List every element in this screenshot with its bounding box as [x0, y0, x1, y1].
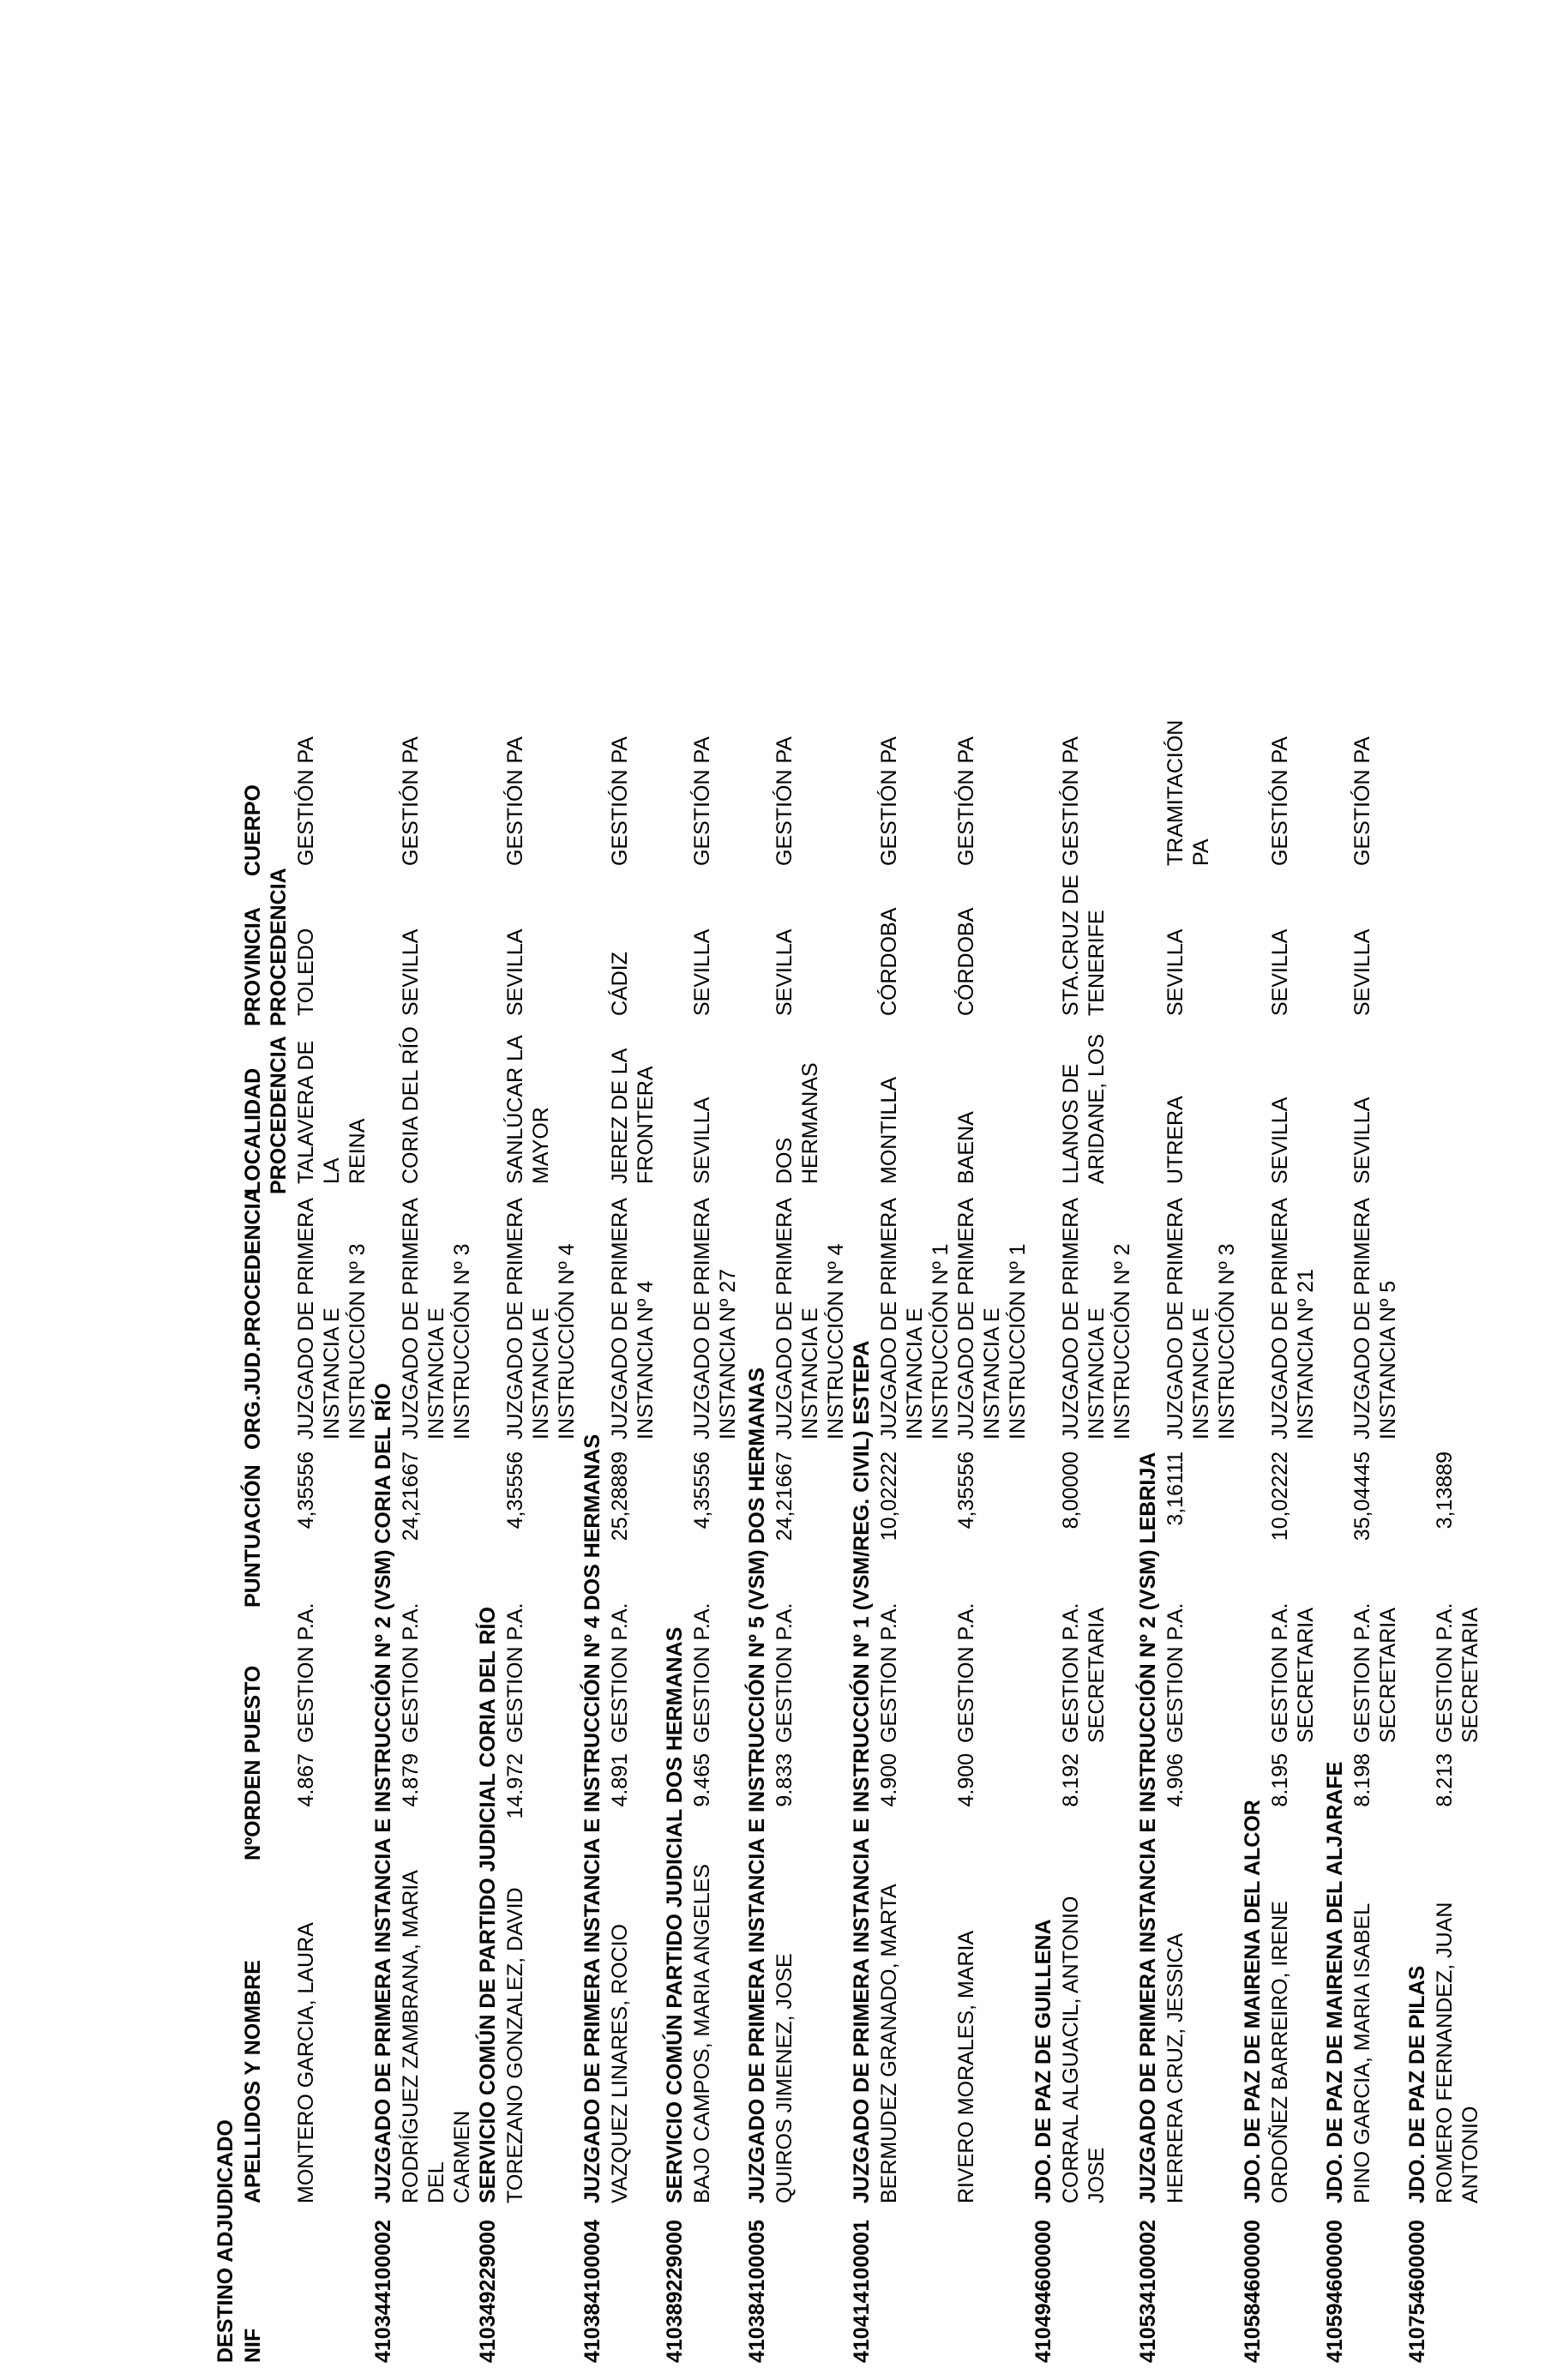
table-row — [502, 14, 580, 2363]
row-org: JUZGADO DE PRIMERA INSTANCIA Nº 4 — [608, 1198, 658, 1439]
row-localidad: CORIA DEL RÍO — [399, 1026, 423, 1184]
row-nombre: PINO GARCIA, MARIA ISABEL — [1350, 1902, 1374, 2203]
row-provincia: STA.CRUZ DE TENERIFE — [1059, 874, 1109, 1016]
section-name: JUZGADO DE PRIMERA INSTANCIA E INSTRUCCIÓN Nº 5 (VSM) DOS HERMANAS — [745, 1367, 769, 2203]
section-code: 410754600000 — [1405, 2220, 1429, 2363]
table-row — [293, 14, 370, 2363]
row-org: JUZGADO DE PRIMERA INSTANCIA E INSTRUCCIÓN Nº 3 — [1163, 1198, 1239, 1439]
row-nombre: TOREZANO GONZALEZ, DAVID — [503, 1887, 527, 2203]
row-cuerpo: GESTIÓN PA — [690, 736, 714, 866]
row-org: JUZGADO DE PRIMERA INSTANCIA E INSTRUCCIÓN Nº 2 — [1059, 1198, 1134, 1439]
row-orden: 4.891 — [608, 1753, 632, 1807]
row-org: JUZGADO DE PRIMERA INSTANCIA E INSTRUCCIÓN Nº 4 — [503, 1198, 579, 1439]
table-row — [876, 14, 953, 2363]
row-puntuacion: 24,21667 — [772, 1451, 797, 1542]
row-provincia: SEVILLA — [690, 929, 714, 1016]
section-name: JDO. DE PAZ DE PILAS — [1405, 1965, 1429, 2203]
row-orden: 9.465 — [690, 1753, 714, 1807]
row-nombre: RODRÍGUEZ ZAMBRANA, MARIA DEL CARMEN — [399, 1871, 474, 2203]
section-code: 410384100005 — [745, 2220, 769, 2363]
row-puesto: GESTION P.A. — [1163, 1602, 1187, 1743]
table-row — [772, 14, 849, 2363]
row-orden: 4.900 — [877, 1753, 901, 1807]
row-cuerpo: GESTIÓN PA — [1268, 736, 1292, 866]
section-name: SERVICIO COMÚN PARTIDO JUDICIAL DOS HERMANAS — [663, 1626, 687, 2203]
row-puntuacion: 4,35556 — [690, 1451, 714, 1530]
row-orden: 14.972 — [503, 1753, 527, 1819]
table-row — [953, 14, 1031, 2363]
row-provincia: SEVILLA — [772, 929, 797, 1016]
section-heading — [475, 14, 502, 2363]
row-puesto: GESTION P.A. — [294, 1602, 318, 1743]
row-puntuacion: 8,00000 — [1059, 1451, 1083, 1530]
table-row — [689, 14, 744, 2363]
row-puesto: GESTION P.A. SECRETARIA — [1268, 1602, 1318, 1743]
row-org: JUZGADO DE PRIMERA INSTANCIA Nº 21 — [1268, 1198, 1318, 1439]
section-code: 410414100001 — [850, 2220, 874, 2363]
table-row — [1058, 14, 1135, 2363]
row-provincia: CÁDIZ — [608, 952, 632, 1016]
header-localidad: LOCALIDAD PROCEDENCIA — [241, 1036, 291, 1194]
section-heading — [1031, 14, 1058, 2363]
row-puntuacion: 3,16111 — [1163, 1451, 1187, 1526]
table-row — [1267, 14, 1322, 2363]
table-header — [240, 14, 293, 2363]
section-code: 410384100004 — [580, 2220, 604, 2363]
row-puesto: GESTION P.A. — [877, 1602, 901, 1743]
row-provincia: SEVILLA — [399, 929, 423, 1016]
section-code: 410389229000 — [663, 2220, 687, 2363]
row-puesto: GESTION P.A. — [690, 1602, 714, 1743]
row-orden: 8.213 — [1433, 1753, 1457, 1807]
row-provincia: SEVILLA — [1350, 929, 1374, 1016]
sections-container — [370, 14, 1487, 2363]
section-name: JUZGADO DE PRIMERA INSTANCIA E INSTRUCCIÓN Nº 2 (VSM) LEBRIJA — [1136, 1451, 1160, 2203]
header-provincia: PROVINCIA PROCEDENCIA — [241, 868, 291, 1026]
row-nombre: ROMERO FERNANDEZ, JUAN ANTONIO — [1433, 1902, 1482, 2203]
row-cuerpo: GESTIÓN PA — [503, 736, 527, 866]
row-localidad: BAENA — [954, 1111, 978, 1184]
row-org: JUZGADO DE PRIMERA INSTANCIA E INSTRUCCIÓN Nº 4 — [772, 1198, 848, 1439]
row-nombre: RIVERO MORALES, MARIA — [954, 1930, 978, 2203]
section-heading — [1322, 14, 1350, 2363]
section-heading — [1404, 14, 1432, 2363]
destino-adjudicado-label: DESTINO ADJUDICADO — [213, 2119, 237, 2363]
row-nombre: MONTERO GARCIA, LAURA — [294, 1922, 318, 2203]
row-localidad: MONTILLA — [877, 1076, 901, 1184]
table-row — [1163, 14, 1240, 2363]
table-row — [398, 14, 475, 2363]
section-name: JDO. DE PAZ DE MAIRENA DEL ALCOR — [1241, 1800, 1265, 2203]
row-orden: 4.900 — [954, 1753, 978, 1807]
section-heading — [1240, 14, 1267, 2363]
row-puntuacion: 10,02222 — [1268, 1451, 1292, 1542]
row-orden: 8.198 — [1350, 1753, 1374, 1807]
row-puntuacion: 4,35556 — [954, 1451, 978, 1530]
section-code: 410534100002 — [1136, 2220, 1160, 2363]
row-cuerpo: TRAMITACIÓN PA — [1163, 719, 1213, 866]
row-org: JUZGADO DE PRIMERA INSTANCIA E INSTRUCCIÓN Nº 3 — [399, 1198, 474, 1439]
row-org: JUZGADO DE PRIMERA INSTANCIA Nº 27 — [690, 1198, 740, 1439]
row-org: JUZGADO DE PRIMERA INSTANCIA Nº 5 — [1350, 1198, 1400, 1439]
header-cuerpo: CUERPO — [241, 784, 265, 876]
section-heading — [662, 14, 689, 2363]
header-nif: NIF — [241, 2328, 265, 2363]
row-nombre: HERRERA CRUZ, JESSICA — [1163, 1932, 1187, 2203]
header-puntuacion: PUNTUACIÓN — [241, 1464, 265, 1608]
row-puesto: GESTION P.A. — [399, 1602, 423, 1743]
row-orden: 9.833 — [772, 1753, 797, 1807]
row-cuerpo: GESTIÓN PA — [954, 736, 978, 866]
section-heading — [744, 14, 772, 2363]
row-puesto: GESTION P.A. SECRETARIA — [1350, 1602, 1400, 1743]
row-cuerpo: GESTIÓN PA — [1059, 736, 1083, 866]
row-localidad: SEVILLA — [1350, 1097, 1374, 1184]
row-orden: 8.195 — [1268, 1753, 1292, 1807]
table-row — [1432, 14, 1487, 2363]
row-nombre: BERMUDEZ GRANADO, MARTA — [877, 1884, 901, 2203]
row-org: JUZGADO DE PRIMERA INSTANCIA E INSTRUCCIÓN Nº 1 — [954, 1198, 1030, 1439]
row-localidad: SANLÚCAR LA MAYOR — [503, 1035, 553, 1184]
row-localidad: TALAVERA DE LA REINA — [294, 1040, 370, 1184]
row-localidad: DOS HERMANAS — [772, 1062, 822, 1184]
row-provincia: CÓRDOBA — [877, 907, 901, 1016]
row-puntuacion: 4,35556 — [503, 1451, 527, 1530]
section-name: JUZGADO DE PRIMERA INSTANCIA E INSTRUCCIÓN Nº 1 (VSM/REG. CIVIL) ESTEPA — [850, 1340, 874, 2203]
section-name: SERVICIO COMÚN DE PARTIDO JUDICIAL CORIA DEL RÍO — [476, 1607, 500, 2203]
row-localidad: LLANOS DE ARIDANE, LOS — [1059, 1033, 1109, 1184]
section-heading — [370, 14, 398, 2363]
row-cuerpo: GESTIÓN PA — [294, 736, 318, 866]
row-puntuacion: 10,02222 — [877, 1451, 901, 1542]
header-org: ORG.JUD.PROCEDENCIA — [241, 1187, 265, 1450]
row-puesto: GESTION P.A. SECRETARIA — [1059, 1602, 1109, 1743]
row-puesto: GESTION P.A. — [954, 1602, 978, 1743]
table-row — [607, 14, 662, 2363]
header-nombre: APELLIDOS Y NOMBRE — [241, 1960, 265, 2203]
row-orden: 8.192 — [1059, 1753, 1083, 1807]
row-provincia: CÓRDOBA — [954, 907, 978, 1016]
row-cuerpo: GESTIÓN PA — [877, 736, 901, 866]
row-org: JUZGADO DE PRIMERA INSTANCIA E INSTRUCCIÓN Nº 1 — [877, 1198, 953, 1439]
header-puesto: PUESTO — [241, 1665, 265, 1753]
section-code: 410594600000 — [1323, 2220, 1347, 2363]
row-nombre: QUIROS JIMENEZ, JOSE — [772, 1953, 797, 2203]
row-puesto: GESTION P.A. — [503, 1602, 527, 1743]
section-heading — [1135, 14, 1163, 2363]
row-localidad: UTRERA — [1163, 1096, 1187, 1184]
section-name: JUZGADO DE PRIMERA INSTANCIA E INSTRUCCIÓN Nº 2 (VSM) CORIA DEL RÍO — [371, 1383, 395, 2203]
section-name: JDO. DE PAZ DE MAIRENA DEL ALJARAFE — [1323, 1761, 1347, 2203]
row-provincia: SEVILLA — [1163, 929, 1187, 1016]
row-puesto: GESTION P.A. — [608, 1602, 632, 1743]
row-puntuacion: 24,21667 — [399, 1451, 423, 1542]
section-code: 410584600000 — [1241, 2220, 1265, 2363]
row-nombre: ORDOÑEZ BARREIRO, IRENE — [1268, 1901, 1292, 2203]
row-puntuacion: 35,04445 — [1350, 1451, 1374, 1542]
row-localidad: SEVILLA — [1268, 1097, 1292, 1184]
row-orden: 4.879 — [399, 1753, 423, 1807]
row-puntuacion: 4,35556 — [294, 1451, 318, 1530]
section-code: 410344100002 — [371, 2220, 395, 2363]
row-localidad: JEREZ DE LA FRONTERA — [608, 1048, 658, 1184]
row-localidad: SEVILLA — [690, 1097, 714, 1184]
row-nombre: BAJO CAMPOS, MARIA ANGELES — [690, 1864, 714, 2203]
row-provincia: TOLEDO — [294, 928, 318, 1016]
section-name: JUZGADO DE PRIMERA INSTANCIA E INSTRUCCIÓN Nº 4 DOS HERMANAS — [580, 1433, 604, 2203]
row-provincia: SEVILLA — [503, 929, 527, 1016]
row-cuerpo: GESTIÓN PA — [608, 736, 632, 866]
table-row — [1350, 14, 1404, 2363]
row-org: JUZGADO DE PRIMERA INSTANCIA E INSTRUCCIÓN Nº 3 — [294, 1198, 370, 1439]
row-provincia: SEVILLA — [1268, 929, 1292, 1016]
row-cuerpo: GESTIÓN PA — [772, 736, 797, 866]
section-heading — [580, 14, 607, 2363]
row-puntuacion: 3,13889 — [1433, 1451, 1457, 1530]
row-cuerpo: GESTIÓN PA — [1350, 736, 1374, 866]
row-nombre: CORRAL ALGUACIL, ANTONIO JOSE — [1059, 1896, 1109, 2203]
row-puesto: GESTION P.A. SECRETARIA — [1433, 1602, 1482, 1743]
section-code: 410494600000 — [1031, 2220, 1055, 2363]
row-puesto: GESTION P.A. — [772, 1602, 797, 1743]
row-orden: 4.867 — [294, 1753, 318, 1807]
section-heading — [849, 14, 876, 2363]
row-puntuacion: 25,28889 — [608, 1451, 632, 1542]
section-code: 410349229000 — [476, 2220, 500, 2363]
row-orden: 4.906 — [1163, 1753, 1187, 1807]
allocation-table — [213, 14, 1487, 2363]
header-orden: NºORDEN — [241, 1759, 265, 1860]
row-cuerpo: GESTIÓN PA — [399, 736, 423, 866]
row-nombre: VAZQUEZ LINARES, ROCIO — [608, 1924, 632, 2203]
section-name: JDO. DE PAZ DE GUILLENA — [1031, 1919, 1055, 2203]
